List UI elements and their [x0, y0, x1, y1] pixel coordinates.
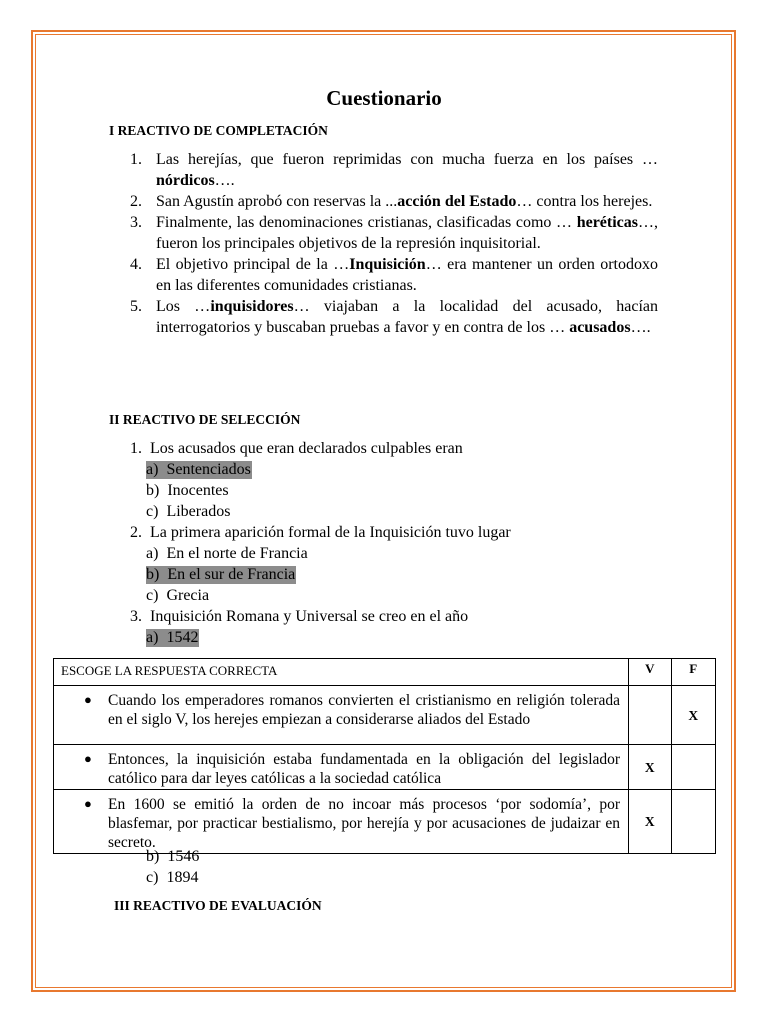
selection-option: c) Liberados [146, 503, 231, 520]
selection-option: b) 1546 [146, 848, 200, 865]
table-row: ● Cuando los emperadores romanos convierten el cristianismo en religión tolerada en el siglo V, los herejes empiezan a considerarse aliados del Estado X [54, 686, 716, 745]
answer-v [629, 686, 671, 745]
table-header-v: V [629, 659, 671, 686]
completion-list [130, 149, 658, 338]
page-title: Cuestionario [326, 86, 442, 110]
completion-item: 2. San Agustín aprobó con reservas la ...acción del Estado… contra los herejes. [130, 193, 653, 210]
completion-item: 3. Finalmente, las denominaciones cristianas, clasificadas como … heréticas…, fueron los principales objetivos de la represión inquisitorial. [130, 214, 658, 252]
table-row: ● En 1600 se emitió la orden de no incoar más procesos ‘por sodomía’, por blasfemar, por practicar bestialismo, por herejía y por acusaciones de judaizar en secreto. X [54, 790, 716, 854]
selection-option-correct: a) 1542 [146, 629, 199, 646]
true-false-table [53, 658, 716, 854]
bullet-icon: ● [84, 796, 92, 811]
answer-f: X [671, 686, 715, 745]
selection-question: 3. Inquisición Romana y Universal se creo en el año [130, 608, 469, 625]
selection-question: 1. Los acusados que eran declarados culpables eran [130, 440, 463, 457]
selection-option: b) Inocentes [146, 482, 229, 499]
selection-option: a) En el norte de Francia [146, 545, 308, 562]
table-header-row [54, 659, 716, 686]
table-row: ● Entonces, la inquisición estaba fundamentada en la obligación del legislador católico para dar leyes católicas a la sociedad católica X [54, 745, 716, 790]
completion-item: 1. Las herejías, que fueron reprimidas con mucha fuerza en los países …nórdicos…. [130, 151, 658, 189]
answer-v: X [629, 790, 671, 854]
completion-item: 4. El objetivo principal de la …Inquisición… era mantener un orden ortodoxo en las diferentes comunidades cristianas. [130, 256, 659, 294]
selection-option-correct: b) En el sur de Francia [146, 566, 296, 583]
selection-option-correct: a) Sentenciados [146, 461, 251, 478]
selection-option: c) Grecia [146, 587, 210, 604]
section-heading-completion: I REACTIVO DE COMPLETACIÓN [109, 123, 328, 138]
table-header-statement: ESCOGE LA RESPUESTA CORRECTA [54, 659, 629, 686]
table-header-f: F [671, 659, 715, 686]
selection-question: 2. La primera aparición formal de la Inquisición tuvo lugar [130, 524, 511, 541]
bullet-icon: ● [84, 692, 92, 707]
completion-item: 5. Los …inquisidores… viajaban a la localidad del acusado, hacían interrogatorios y buscaban pruebas a favor y en contra de los … acusados…. [130, 298, 659, 336]
bullet-icon: ● [84, 751, 92, 766]
selection-option: c) 1894 [146, 869, 199, 886]
answer-f [671, 745, 715, 790]
section-heading-selection: II REACTIVO DE SELECCIÓN [109, 412, 301, 427]
section-heading-evaluation: III REACTIVO DE EVALUACIÓN [114, 898, 322, 913]
answer-v: X [629, 745, 671, 790]
answer-f [671, 790, 715, 854]
